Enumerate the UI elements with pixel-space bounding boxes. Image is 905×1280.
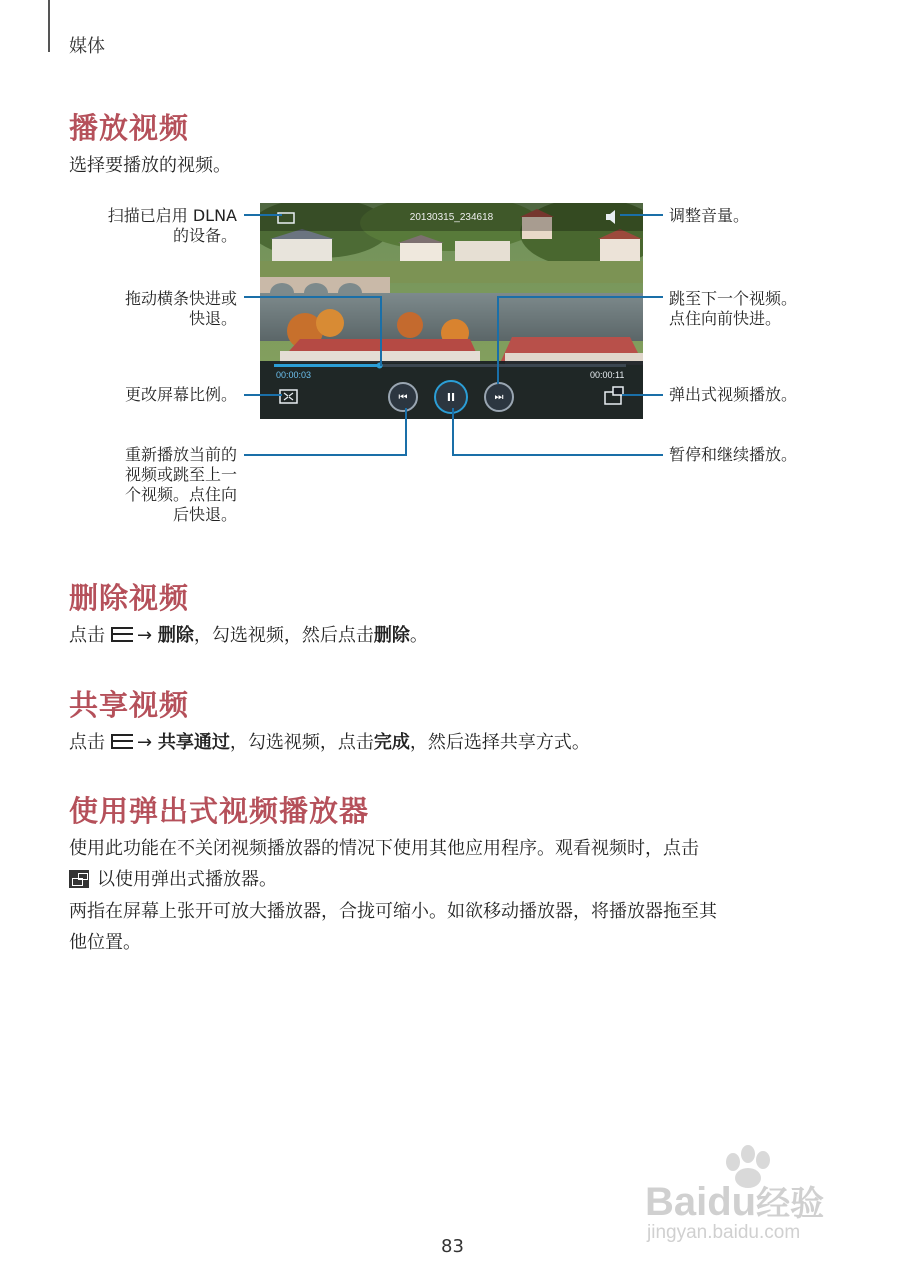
pause-button[interactable] — [434, 380, 468, 414]
callout-popup: 弹出式视频播放。 — [669, 385, 798, 404]
leader-dlna — [244, 214, 282, 216]
callout-dlna: 扫描已启用 DLNA 的设备。 — [107, 206, 237, 245]
time-total: 00:00:11 — [590, 370, 625, 380]
popup-play-icon — [69, 870, 89, 888]
section-label: 媒体 — [69, 36, 105, 57]
previous-button[interactable] — [388, 382, 418, 412]
callout-next: 跳至下一个视频。 点住向前快进。 — [669, 289, 798, 328]
callout-drag: 拖动横条快进或 快退。 — [124, 289, 237, 328]
leader-drag-h — [244, 296, 382, 298]
callout-ratio: 更改屏幕比例。 — [124, 385, 237, 404]
callout-prev: 重新播放当前的 视频或跳至上一 个视频。点住向 后快退。 — [124, 445, 237, 524]
menu-icon — [111, 627, 133, 643]
pause-icon: II — [446, 390, 456, 404]
baidu-jingyan-watermark: Baidu经验 jingyan.baidu.com — [645, 1140, 855, 1250]
leader-popup — [622, 394, 663, 396]
play-video-intro: 选择要播放的视频。 — [69, 155, 231, 176]
heading-delete-video: 删除视频 — [69, 581, 190, 615]
leader-next-v — [497, 296, 499, 384]
popup-player-paragraph-2: 两指在屏幕上张开可放大播放器，合拢可缩小。如欲移动播放器，将播放器拖至其 他位置。 — [69, 901, 717, 953]
delete-video-instructions: 点击 → 删除，勾选视频，然后点击删除。 — [69, 625, 428, 646]
heading-play-video: 播放视频 — [69, 111, 190, 145]
leader-pause-h — [452, 454, 663, 456]
popup-player-paragraph-1: 使用此功能在不关闭视频播放器的情况下使用其他应用程序。观看视频时，点击 以使用弹出式播放器。 — [69, 838, 699, 890]
leader-prev-h — [244, 454, 407, 456]
callout-pause: 暂停和继续播放。 — [669, 445, 798, 464]
fast-forward-icon: ⏭ — [494, 391, 504, 403]
page-number: 83 — [441, 1236, 464, 1257]
time-elapsed: 00:00:03 — [276, 370, 312, 380]
leader-next-h — [497, 296, 663, 298]
video-filename: 20130315_234618 — [409, 212, 494, 223]
share-video-instructions: 点击 → 共享通过，勾选视频，点击完成，然后选择共享方式。 — [69, 732, 590, 753]
leader-volume — [620, 214, 663, 216]
rewind-icon: ⏮ — [398, 391, 408, 403]
leader-drag-v — [380, 296, 382, 366]
heading-share-video: 共享视频 — [69, 688, 190, 722]
video-player-screenshot — [260, 203, 643, 419]
header-rule — [48, 0, 50, 52]
heading-popup-player: 使用弹出式视频播放器 — [69, 794, 370, 828]
menu-icon — [111, 734, 133, 750]
callout-volume: 调整音量。 — [669, 206, 750, 225]
next-button[interactable] — [484, 382, 514, 412]
leader-pause-v — [452, 408, 454, 456]
leader-prev-v — [405, 408, 407, 456]
leader-ratio — [244, 394, 282, 396]
